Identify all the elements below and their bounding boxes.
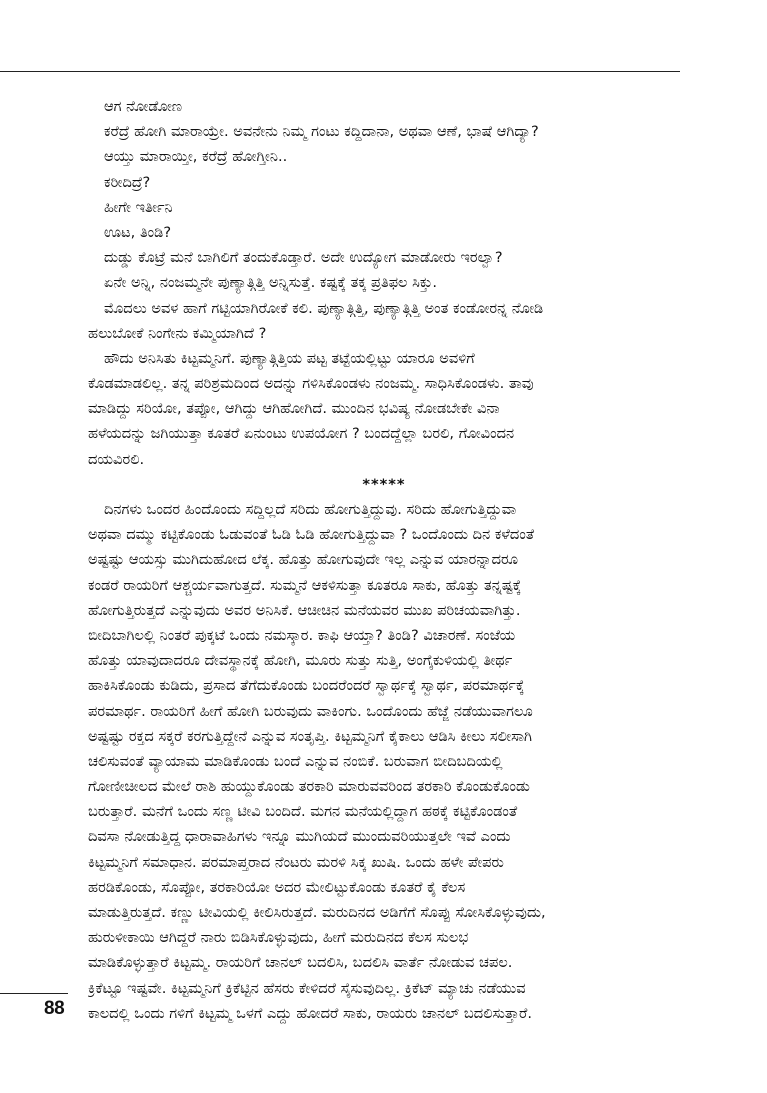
section-separator: ***** — [362, 475, 406, 493]
text-line: ಕಿಟ್ಟಮ್ಮನಿಗೆ ಸಮಾಧಾನ. ಪರಮಾಪ್ತರಾದ ನೆಂಟರು ಮರಳಿ ಸಿಕ್ಕ ಖುಷಿ. ಒಂದು ಹಳೇ ಪೇಪರು — [88, 853, 504, 871]
text-line: ಹೀಗೇ ಇರ್ತೀನಿ — [104, 198, 173, 216]
text-line: ಗೋಣೀಚೀಲದ ಮೇಲೆ ರಾಶಿ ಹುಯ್ದುಕೊಂಡು ತರಕಾರಿ ಮಾರುವವರಿಂದ ತರಕಾರಿ ಕೊಂಡುಕೊಂಡು — [88, 778, 530, 796]
text-line: ಚಲಿಸುವಂತೆ ವ್ಯಾಯಾಮ ಮಾಡಿಕೊಂಡು ಬಂದೆ ಎನ್ನುವ ನಂಬಿಕೆ. ಬರುವಾಗ ಬೀದಿಬದಿಯಲ್ಲಿ — [88, 752, 503, 770]
text-line: ಕಾಲದಲ್ಲಿ ಒಂದು ಗಳಿಗೆ ಕಿಟ್ಟಮ್ಮ ಒಳಗೆ ಎದ್ದು ಹೋದರೆ ಸಾಕು, ರಾಯರು ಚಾನಲ್ ಬದಲಿಸುತ್ತಾರೆ. — [88, 1004, 532, 1022]
text-line: ಅಷ್ಟಷ್ಟು ಆಯಸ್ಸು ಮುಗಿದುಹೋದ ಲೆಕ್ಕ. ಹೊತ್ತು ಹೋಗುವುದೇ ಇಲ್ಲ ಎನ್ನುವ ಯಾರನ್ನಾದರೂ — [88, 551, 519, 569]
text-line: ಅಥವಾ ದಮ್ಮು ಕಟ್ಟಿಕೊಂಡು ಓಡುವಂತೆ ಓಡಿ ಓಡಿ ಹೋಗುತ್ತಿದ್ದುವಾ ? ಒಂದೊಂದು ದಿನ ಕಳೆದಂತೆ — [88, 526, 535, 544]
text-line: ಹಲುಬೋಕೆ ನಿಂಗೇನು ಕಮ್ಮಿಯಾಗಿದೆ ? — [88, 324, 267, 342]
text-line: ಪರಮಾರ್ಥ. ರಾಯರಿಗೆ ಹೀಗೆ ಹೋಗಿ ಬರುವುದು ವಾಕಿಂಗು. ಒಂದೊಂದು ಹೆಜ್ಜೆ ನಡೆಯುವಾಗಲೂ — [88, 702, 533, 720]
text-line: ಏನೇ ಅನ್ನಿ, ನಂಜಮ್ಮನೇ ಪುಣ್ಯಾತ್ಗಿತ್ತಿ ಅನ್ನಿಸುತ್ತೆ. ಕಷ್ಟಕ್ಕೆ ತಕ್ಕ ಪ್ರತಿಫಲ ಸಿಕ್ತು. — [104, 274, 437, 292]
footer-rule — [0, 993, 68, 994]
text-line: ದುಡ್ಡು ಕೊಟ್ರೆ ಮನೆ ಬಾಗಿಲಿಗೆ ತಂದುಕೊಡ್ತಾರೆ. ಅದೇ ಉದ್ಯೋಗ ಮಾಡೋರು ಇರಲ್ವಾ? — [104, 249, 503, 267]
text-line: ಕರೆದ್ರೆ ಹೋಗಿ ಮಾರಾಯ್ರೇ. ಅವನೇನು ನಿಮ್ಮ ಗಂಟು ಕದ್ದಿದಾನಾ, ಅಥವಾ ಆಣೆ, ಭಾಷೆ ಆಗಿದ್ಯಾ? — [104, 123, 539, 141]
text-line: ಕ್ರಿಕೆಟ್ಟೂ ಇಷ್ಟವೇ. ಕಿಟ್ಟಮ್ಮನಿಗೆ ಕ್ರಿಕೆಟ್ಟಿನ ಹೆಸರು ಕೇಳಿದರೆ ಸೈಸುವುದಿಲ್ಲ. ಕ್ರಿಕೆಟ್ ಮ್ಯಾಚು ನಡೆಯುವ — [88, 979, 526, 997]
text-line: ಹೌದು ಅನಿಸಿತು ಕಿಟ್ಟಮ್ಮನಿಗೆ. ಪುಣ್ಯಾತ್ಗಿತ್ತಿಯ ಪಟ್ಟ ತಟ್ಟೆಯಲ್ಲಿಟ್ಟು ಯಾರೂ ಅವಳಿಗೆ — [104, 349, 475, 367]
text-line: ಹಾಕಿಸಿಕೊಂಡು ಕುಡಿದು, ಪ್ರಸಾದ ತೆಗೆದುಕೊಂಡು ಬಂದರೆಂದರೆ ಸ್ವಾರ್ಥಕ್ಕೆ ಸ್ವಾರ್ಥ, ಪರಮಾರ್ಥಕ್ಕೆ — [88, 677, 525, 695]
text-line: ಬರುತ್ತಾರೆ. ಮನೆಗೆ ಒಂದು ಸಣ್ಣ ಟೀವಿ ಬಂದಿದೆ. ಮಗನ ಮನೆಯಲ್ಲಿದ್ದಾಗ ಹಠಕ್ಕೆ ಕಟ್ಟಿಕೊಂಡಂತೆ — [88, 803, 518, 821]
text-line: ಆಗ ನೋಡೋಣ — [104, 98, 183, 115]
text-line: ಹಳೆಯದನ್ನು ಜಗಿಯುತ್ತಾ ಕೂತರೆ ಏನುಂಟು ಉಪಯೋಗ ? ಬಂದದ್ದೆಲ್ಲಾ ಬರಲಿ, ಗೋವಿಂದನ — [88, 425, 515, 443]
text-line: ಆಯ್ತು ಮಾರಾಯ್ತೀ, ಕರೆದ್ರೆ ಹೋಗ್ತೀನಿ.. — [104, 148, 288, 166]
text-line: ಮಾಡಿದ್ದು ಸರಿಯೋ, ತಪ್ಪೋ, ಆಗಿದ್ದು ಆಗಿಹೋಗಿದೆ. ಮುಂದಿನ ಭವಿಷ್ಯ ನೋಡಬೇಕೇ ವಿನಾ — [88, 400, 500, 418]
text-line: ಮಾಡುತ್ತಿರುತ್ತದೆ. ಕಣ್ಣು ಟೀವಿಯಲ್ಲಿ ಕೀಲಿಸಿರುತ್ತದೆ. ಮರುದಿನದ ಅಡಿಗೆಗೆ ಸೊಪ್ಪು ಸೋಸಿಕೊಳ್ಳುವುದು, — [88, 904, 546, 921]
text-line: ಹೊತ್ತು ಯಾವುದಾದರೂ ದೇವಸ್ಥಾನಕ್ಕೆ ಹೋಗಿ, ಮೂರು ಸುತ್ತು ಸುತ್ತಿ, ಅಂಗೈಕುಳಿಯಲ್ಲಿ ತೀರ್ಥ — [88, 652, 513, 670]
text-line: ದಿವಸಾ ನೋಡುತ್ತಿದ್ದ ಧಾರಾವಾಹಿಗಳು ಇನ್ನೂ ಮುಗಿಯದೆ ಮುಂದುವರಿಯುತ್ತಲೇ ಇವೆ ಎಂದು — [88, 828, 511, 846]
text-line: ಮೊದಲು ಅವಳ ಹಾಗೆ ಗಟ್ಟಿಯಾಗಿರೋಕೆ ಕಲಿ. ಪುಣ್ಯಾತ್ಗಿತ್ತಿ, ಪುಣ್ಯಾತ್ಗಿತ್ತಿ ಅಂತ ಕಂಡೋರನ್ನ ನೋಡಿ — [104, 299, 544, 317]
text-line: ಊಟ, ತಿಂಡಿ? — [104, 223, 172, 241]
header-rule — [0, 71, 680, 72]
page-number: 88 — [44, 998, 65, 1019]
text-line: ಕರೀದಿದ್ರೆ? — [104, 173, 151, 191]
text-line: ಕೊಡಮಾಡಲಿಲ್ಲ. ತನ್ನ ಪರಿಶ್ರಮದಿಂದ ಅದನ್ನು ಗಳಿಸಿಕೊಂಡಳು ನಂಜಮ್ಮ. ಸಾಧಿಸಿಕೊಂಡಳು. ತಾವು — [88, 375, 534, 393]
text-line: ಹರಡಿಕೊಂಡು, ಸೊಪ್ಪೋ, ತರಕಾರಿಯೋ ಅದರ ಮೇಲಿಟ್ಟುಕೊಂಡು ಕೂತರೆ ಕೈ ಕೆಲಸ — [88, 878, 466, 896]
text-line: ಮಾಡಿಕೊಳ್ಳುತ್ತಾರೆ ಕಿಟ್ಟಮ್ಮ. ರಾಯರಿಗೆ ಚಾನಲ್ ಬದಲಿಸಿ, ಬದಲಿಸಿ ವಾರ್ತೆ ನೋಡುವ ಚಪಲ. — [88, 954, 513, 972]
text-line: ದಿನಗಳು ಒಂದರ ಹಿಂದೊಂದು ಸದ್ದಿಲ್ಲದೆ ಸರಿದು ಹೋಗುತ್ತಿದ್ದುವು. ಸರಿದು ಹೋಗುತ್ತಿದ್ದುವಾ — [104, 501, 517, 518]
text-line: ಅಷ್ಟಷ್ಟು ರಕ್ತದ ಸಕ್ಕರೆ ಕರಗುತ್ತಿದ್ದೇನೆ ಎನ್ನುವ ಸಂತೃಪ್ತಿ. ಕಿಟ್ಟಮ್ಮನಿಗೆ ಕೈಕಾಲು ಆಡಿಸಿ ಕೀಲು ಸಲೀಸಾಗಿ — [88, 727, 533, 745]
text-line: ದಯವಿರಲಿ. — [88, 450, 145, 468]
text-line: ಬೀದಿಬಾಗಿಲಲ್ಲಿ ನಿಂತರೆ ಪುಕ್ಕಟೆ ಒಂದು ನಮಸ್ಕಾರ. ಕಾಫಿ ಆಯ್ತಾ? ತಿಂಡಿ? ವಿಚಾರಣೆ. ಸಂಜೆಯ — [88, 626, 516, 644]
text-line: ಹುರುಳೀಕಾಯಿ ಆಗಿದ್ದರೆ ನಾರು ಬಿಡಿಸಿಕೊಳ್ಳುವುದು, ಹೀಗೆ ಮರುದಿನದ ಕೆಲಸ ಸುಲಭ — [88, 929, 469, 947]
text-line: ಕಂಡರೆ ರಾಯರಿಗೆ ಆಶ್ಚರ್ಯವಾಗುತ್ತದೆ. ಸುಮ್ಮನೆ ಆಕಳಿಸುತ್ತಾ ಕೂತರೂ ಸಾಕು, ಹೊತ್ತು ತನ್ನಷ್ಟಕ್ಕೆ — [88, 576, 522, 594]
text-line: ಹೋಗುತ್ತಿರುತ್ತದೆ ಎನ್ನುವುದು ಅವರ ಅನಿಸಿಕೆ. ಆಚೀಚಿನ ಮನೆಯವರ ಮುಖ ಪರಿಚಯವಾಗಿತ್ತು. — [88, 601, 521, 619]
page-body — [88, 94, 680, 1026]
